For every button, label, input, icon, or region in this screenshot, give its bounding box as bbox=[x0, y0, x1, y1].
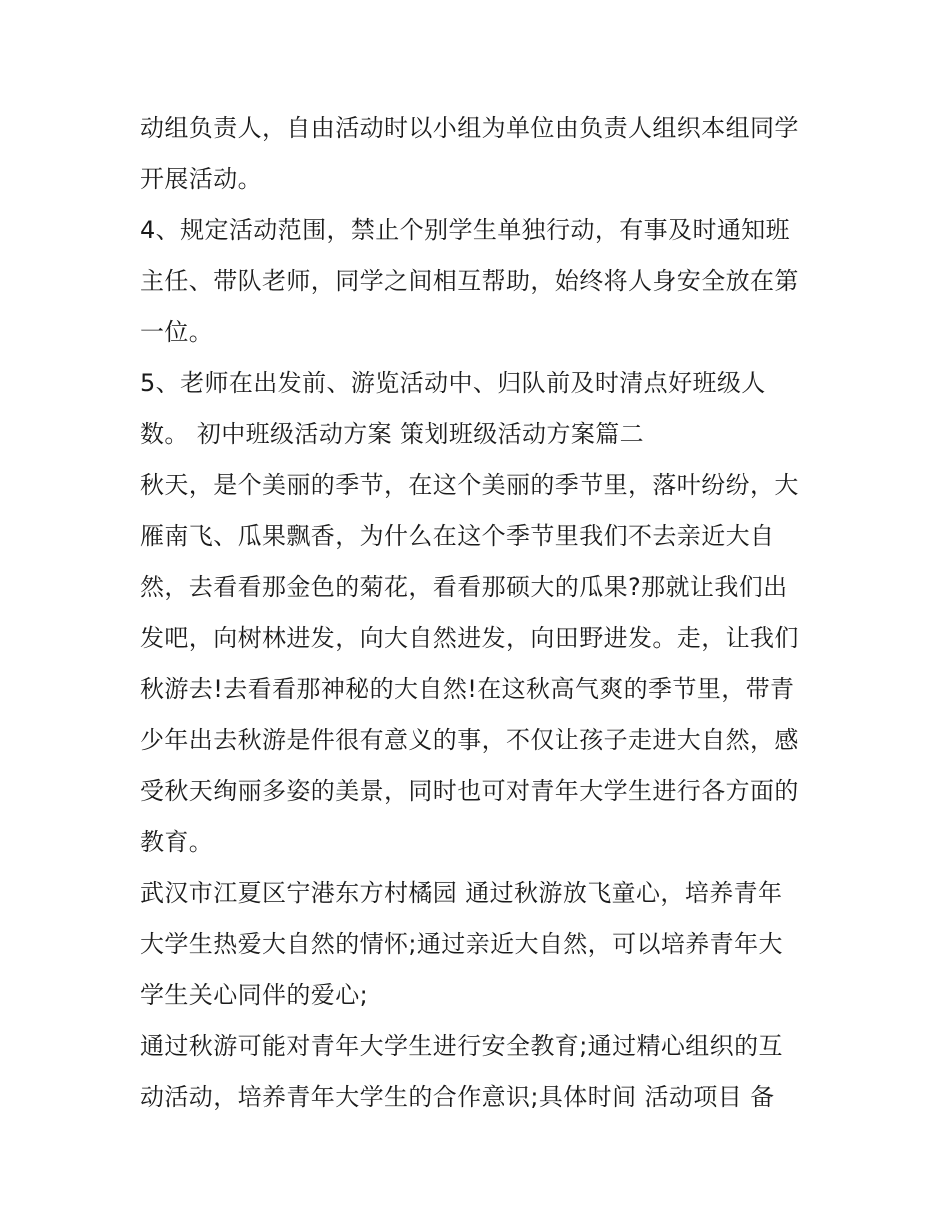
text-line: 少年出去秋游是件很有意义的事，不仅让孩子走进大自然，感 bbox=[140, 726, 799, 754]
text-line: 动活动，培养青年大学生的合作意识;具体时间 活动项目 备 bbox=[140, 1083, 775, 1111]
text-line: 大学生热爱大自然的情怀;通过亲近大自然，可以培养青年大 bbox=[140, 930, 783, 958]
text-line: 开展活动。 bbox=[140, 165, 262, 193]
text-line: 学生关心同伴的爱心; bbox=[140, 981, 369, 1009]
text-line: 秋游去!去看看那神秘的大自然!在这秋高气爽的季节里，带青 bbox=[140, 675, 795, 703]
text-line: 然，去看看那金色的菊花，看看那硕大的瓜果?那就让我们出 bbox=[140, 573, 788, 601]
text-line: 动组负责人，自由活动时以小组为单位由负责人组织本组同学 bbox=[140, 114, 799, 142]
text-line: 雁南飞、瓜果飘香，为什么在这个季节里我们不去亲近大自 bbox=[140, 522, 775, 550]
text-line: 武汉市江夏区宁港东方村橘园 通过秋游放飞童心，培养青年 bbox=[140, 879, 783, 907]
text-line: 受秋天绚丽多姿的美景，同时也可对青年大学生进行各方面的 bbox=[140, 777, 799, 805]
text-line: 一位。 bbox=[140, 318, 214, 346]
text-line: 主任、带队老师，同学之间相互帮助，始终将人身安全放在第 bbox=[140, 267, 799, 295]
text-line: 通过秋游可能对青年大学生进行安全教育;通过精心组织的互 bbox=[140, 1032, 783, 1060]
text-line: 教育。 bbox=[140, 828, 214, 856]
text-line: 秋天，是个美丽的季节，在这个美丽的季节里，落叶纷纷，大 bbox=[140, 471, 799, 499]
text-line: 4、规定活动范围，禁止个别学生单独行动，有事及时通知班 bbox=[140, 216, 791, 244]
text-line: 发吧，向树林进发，向大自然进发，向田野进发。走，让我们 bbox=[140, 624, 799, 652]
section-title-line: 数。 初中班级活动方案 策划班级活动方案篇二 bbox=[140, 420, 645, 448]
text-line: 5、老师在出发前、游览活动中、归队前及时清点好班级人 bbox=[140, 369, 766, 397]
